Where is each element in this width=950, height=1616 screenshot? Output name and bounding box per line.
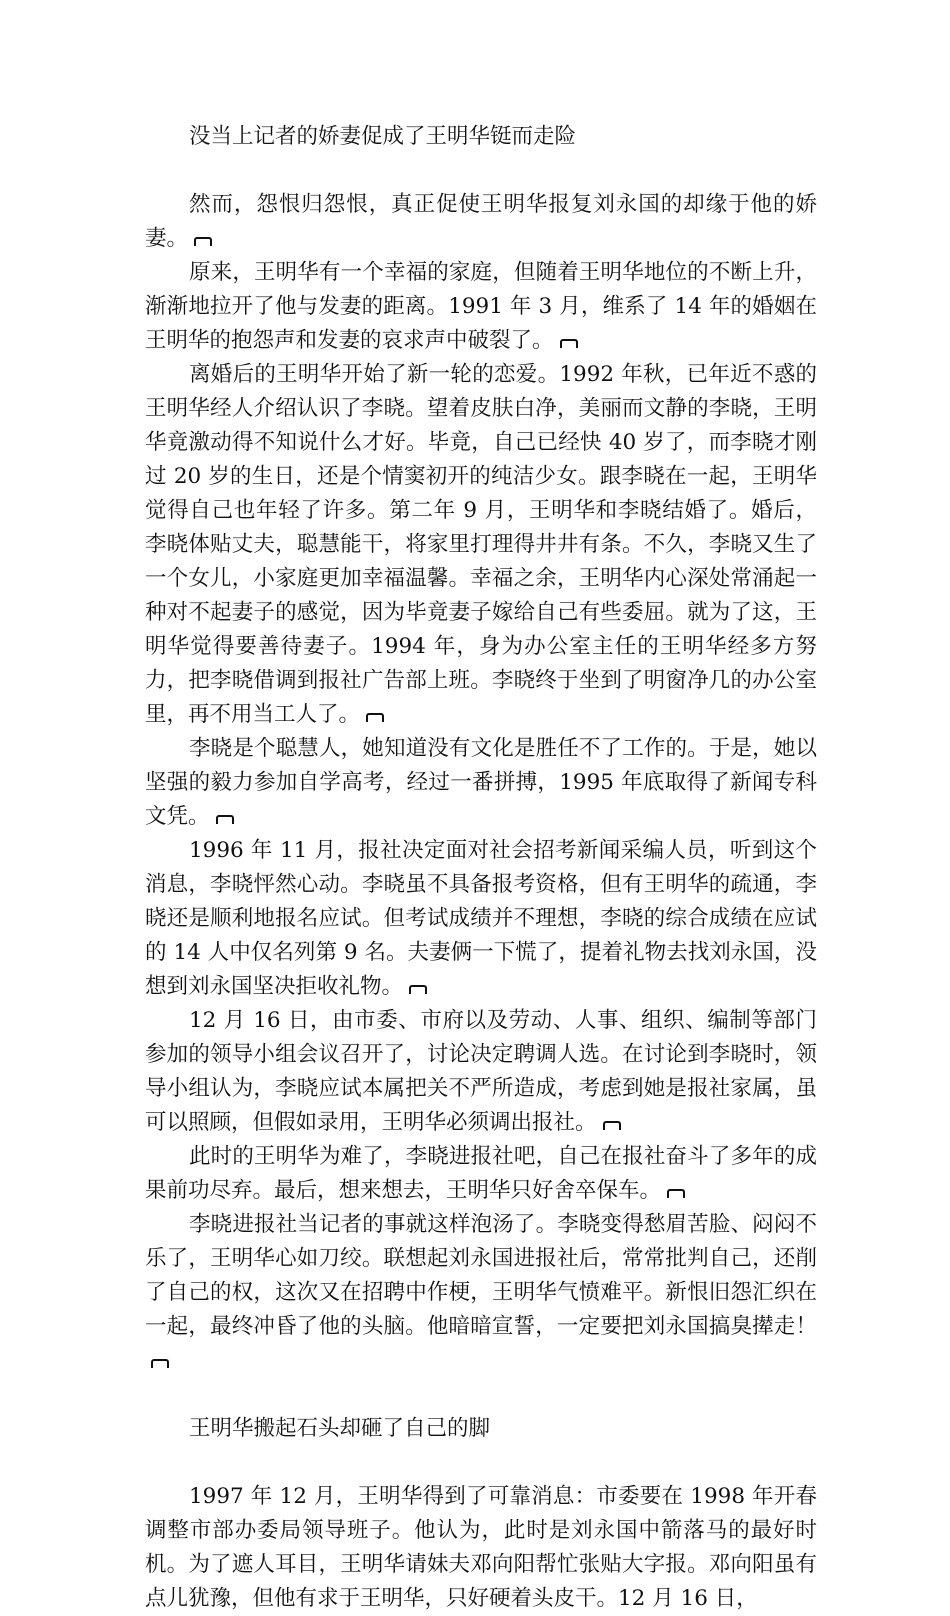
paragraph-text: 12 月 16 日，由市委、市府以及劳动、人事、组织、编制等部门参加的领导小组会议召开了，讨论决定聘调人选。在讨论到李晓时，领导小组认为，李晓应试本属把关不严所造成，考虑到她是报社家属，虽可以照顾，但假如录用，王明华必须调出报社。 [145, 1008, 817, 1135]
paragraph-text: 离婚后的王明华开始了新一轮的恋爱。1992 年秋，已年近不惑的王明华经人介绍认识了李晓。望着皮肤白净，美丽而文静的李晓，王明华竟激动得不知说什么才好。毕竟，自己已经快 40 岁了，而李晓才刚过 20 岁的生日，还是个情窦初开的纯洁少女。跟李晓在一起，王明华觉得自己也年轻了许多。第二年 9 月，王明华和李晓结婚了。婚后，李晓体贴丈夫，聪慧能干，将家里打理得井井有条。不久，李晓又生了一个女儿，小家庭更加幸福温馨。幸福之余，王明华内心深处常涌起一种对不起妻子的感觉，因为毕竟妻子嫁给自己有些委屈。就为了这，王明华觉得要善待妻子。1994 年，身为办公室主任的王明华经多方努力，把李晓借调到报社广告部上班。李晓终于坐到了明窗净几的办公室里，再不用当工人了。 [145, 362, 817, 727]
paragraph [145, 1208, 817, 1378]
paragraph [145, 834, 817, 1004]
spacer [145, 1446, 817, 1480]
section-heading: 王明华搬起石头却砸了自己的脚 [189, 1416, 491, 1441]
paragraph-mark-icon [214, 812, 236, 822]
paragraph [145, 256, 817, 358]
document-page [145, 120, 817, 1616]
paragraph [145, 1480, 817, 1616]
paragraph-text: 1996 年 11 月，报社决定面对社会招考新闻采编人员，听到这个消息，李晓怦然心动。李晓虽不具备报考资格，但有王明华的疏通，李晓还是顺利地报名应试。但考试成绩并不理想，李晓的综合成绩在应试的 14 人中仅名列第 9 名。夫妻俩一下慌了，提着礼物去找刘永国，没想到刘永国坚决拒收礼物。 [145, 838, 817, 999]
paragraph-mark-icon [192, 234, 214, 244]
paragraph-text: 此时的王明华为难了，李晓进报社吧，自己在报社奋斗了多年的成果前功尽弃。最后，想来想去，王明华只好舍卒保车。 [145, 1144, 817, 1203]
paragraph-text: 然而，怨恨归怨恨，真正促使王明华报复刘永国的却缘于他的娇妻。 [145, 192, 817, 251]
paragraph-text: 李晓是个聪慧人，她知道没有文化是胜任不了工作的。于是，她以坚强的毅力参加自学高考，经过一番拼搏，1995 年底取得了新闻专科文凭。 [145, 736, 817, 829]
paragraph-text: 1997 年 12 月，王明华得到了可靠消息：市委要在 1998 年开春调整市部办委局领导班子。他认为，此时是刘永国中箭落马的最好时机。为了遮人耳目，王明华请妹夫邓向阳帮忙张贴大字报。邓向阳虽有点儿犹豫，但他有求于王明华，只好硬着头皮干。12 月 16 日， [145, 1484, 817, 1611]
spacer [145, 1378, 817, 1412]
section-heading: 没当上记者的娇妻促成了王明华铤而走险 [189, 124, 577, 149]
paragraph-mark-icon [601, 1118, 623, 1128]
paragraph-text: 李晓进报社当记者的事就这样泡汤了。李晓变得愁眉苦脸、闷闷不乐了，王明华心如刀绞。联想起刘永国进报社后，常常批判自己，还削了自己的权，这次又在招聘中作梗，王明华气愤难平。新恨旧怨汇织在一起，最终冲昏了他的头脑。他暗暗宣誓，一定要把刘永国搞臭撵走！ [145, 1212, 817, 1339]
paragraph-mark-icon [558, 336, 580, 346]
paragraph-text: 原来，王明华有一个幸福的家庭，但随着王明华地位的不断上升，渐渐地拉开了他与发妻的距离。1991 年 3 月，维系了 14 年的婚姻在王明华的抱怨声和发妻的哀求声中破裂了。 [145, 260, 817, 353]
paragraph [145, 732, 817, 834]
spacer [145, 154, 817, 188]
paragraph-mark-icon [665, 1186, 687, 1196]
paragraph [145, 1004, 817, 1140]
paragraph [145, 1140, 817, 1208]
paragraph [145, 188, 817, 256]
paragraph-mark-icon [149, 1356, 171, 1366]
paragraph-mark-icon [407, 982, 429, 992]
paragraph-mark-icon [364, 710, 386, 720]
paragraph [145, 358, 817, 732]
